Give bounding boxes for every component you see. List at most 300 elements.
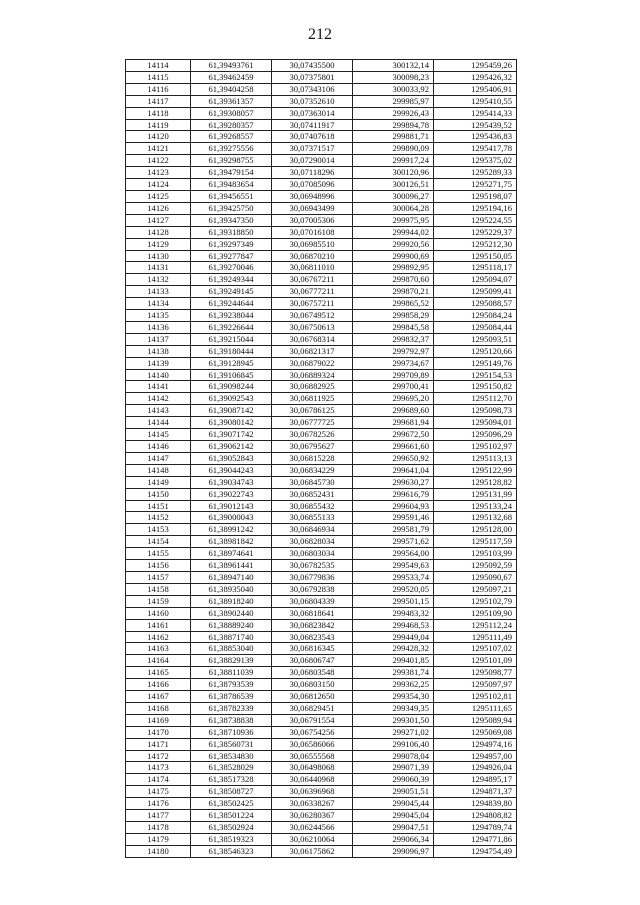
- latitude-cell: 61,39215044: [191, 333, 272, 345]
- point-number-cell: 14167: [126, 691, 191, 703]
- y-coordinate-cell: 1294754,49: [434, 845, 517, 857]
- x-coordinate-cell: 299630,27: [353, 476, 434, 488]
- y-coordinate-cell: 1295101,09: [434, 655, 517, 667]
- x-coordinate-cell: 299700,41: [353, 381, 434, 393]
- y-coordinate-cell: 1295212,30: [434, 238, 517, 250]
- y-coordinate-cell: 1295198,07: [434, 190, 517, 202]
- y-coordinate-cell: 1294789,74: [434, 822, 517, 834]
- x-coordinate-cell: 299985,97: [353, 95, 434, 107]
- y-coordinate-cell: 1295096,29: [434, 429, 517, 441]
- point-number-cell: 14141: [126, 381, 191, 393]
- longitude-cell: 30,06786125: [272, 405, 353, 417]
- table-row: [126, 405, 517, 417]
- longitude-cell: 30,06244566: [272, 822, 353, 834]
- longitude-cell: 30,06782535: [272, 560, 353, 572]
- longitude-cell: 30,06749512: [272, 310, 353, 322]
- table-row: [126, 131, 517, 143]
- latitude-cell: 61,39087142: [191, 405, 272, 417]
- latitude-cell: 61,39249344: [191, 274, 272, 286]
- y-coordinate-cell: 1294957,00: [434, 750, 517, 762]
- table-row: [126, 786, 517, 798]
- point-number-cell: 14139: [126, 357, 191, 369]
- x-coordinate-cell: 299428,32: [353, 643, 434, 655]
- y-coordinate-cell: 1295099,41: [434, 286, 517, 298]
- x-coordinate-cell: 299900,69: [353, 250, 434, 262]
- latitude-cell: 61,38502924: [191, 822, 272, 834]
- point-number-cell: 14132: [126, 274, 191, 286]
- point-number-cell: 14147: [126, 452, 191, 464]
- point-number-cell: 14123: [126, 167, 191, 179]
- point-number-cell: 14131: [126, 262, 191, 274]
- table-row: [126, 286, 517, 298]
- y-coordinate-cell: 1295088,57: [434, 298, 517, 310]
- table-row: [126, 190, 517, 202]
- table-row: [126, 679, 517, 691]
- latitude-cell: 61,39106845: [191, 369, 272, 381]
- table-row: [126, 560, 517, 572]
- point-number-cell: 14150: [126, 488, 191, 500]
- longitude-cell: 30,06855432: [272, 500, 353, 512]
- table-row: [126, 822, 517, 834]
- point-number-cell: 14165: [126, 667, 191, 679]
- table-row: [126, 238, 517, 250]
- y-coordinate-cell: 1295084,24: [434, 310, 517, 322]
- longitude-cell: 30,06811010: [272, 262, 353, 274]
- latitude-cell: 61,39483654: [191, 179, 272, 191]
- table-row: [126, 810, 517, 822]
- longitude-cell: 30,06750613: [272, 321, 353, 333]
- longitude-cell: 30,06852431: [272, 488, 353, 500]
- point-number-cell: 14114: [126, 60, 191, 72]
- x-coordinate-cell: 299349,35: [353, 702, 434, 714]
- longitude-cell: 30,06828034: [272, 536, 353, 548]
- y-coordinate-cell: 1295133,24: [434, 500, 517, 512]
- y-coordinate-cell: 1295069,08: [434, 726, 517, 738]
- y-coordinate-cell: 1295410,55: [434, 95, 517, 107]
- latitude-cell: 61,38517328: [191, 774, 272, 786]
- longitude-cell: 30,06846934: [272, 524, 353, 536]
- longitude-cell: 30,06882925: [272, 381, 353, 393]
- latitude-cell: 61,39479154: [191, 167, 272, 179]
- longitude-cell: 30,06782526: [272, 429, 353, 441]
- longitude-cell: 30,06870210: [272, 250, 353, 262]
- point-number-cell: 14127: [126, 214, 191, 226]
- y-coordinate-cell: 1295089,94: [434, 714, 517, 726]
- table-row: [126, 60, 517, 72]
- point-number-cell: 14172: [126, 750, 191, 762]
- x-coordinate-cell: 299071,39: [353, 762, 434, 774]
- longitude-cell: 30,06803548: [272, 667, 353, 679]
- point-number-cell: 14136: [126, 321, 191, 333]
- longitude-cell: 30,07435500: [272, 60, 353, 72]
- y-coordinate-cell: 1295112,70: [434, 393, 517, 405]
- latitude-cell: 61,39098244: [191, 381, 272, 393]
- latitude-cell: 61,38871740: [191, 631, 272, 643]
- x-coordinate-cell: 299045,04: [353, 810, 434, 822]
- point-number-cell: 14117: [126, 95, 191, 107]
- point-number-cell: 14175: [126, 786, 191, 798]
- x-coordinate-cell: 299865,52: [353, 298, 434, 310]
- longitude-cell: 30,07005306: [272, 214, 353, 226]
- longitude-cell: 30,06555568: [272, 750, 353, 762]
- table-row: [126, 691, 517, 703]
- latitude-cell: 61,39347350: [191, 214, 272, 226]
- table-row: [126, 476, 517, 488]
- x-coordinate-cell: 299060,39: [353, 774, 434, 786]
- y-coordinate-cell: 1295414,33: [434, 107, 517, 119]
- table-row: [126, 345, 517, 357]
- longitude-cell: 30,06280367: [272, 810, 353, 822]
- latitude-cell: 61,39425750: [191, 202, 272, 214]
- longitude-cell: 30,06795627: [272, 441, 353, 453]
- longitude-cell: 30,06879022: [272, 357, 353, 369]
- table-row: [126, 381, 517, 393]
- y-coordinate-cell: 1294871,37: [434, 786, 517, 798]
- latitude-cell: 61,38502425: [191, 798, 272, 810]
- table-row: [126, 262, 517, 274]
- x-coordinate-cell: 299689,60: [353, 405, 434, 417]
- y-coordinate-cell: 1295417,78: [434, 143, 517, 155]
- latitude-cell: 61,38508727: [191, 786, 272, 798]
- y-coordinate-cell: 1295111,65: [434, 702, 517, 714]
- table-row: [126, 595, 517, 607]
- latitude-cell: 61,38853040: [191, 643, 272, 655]
- longitude-cell: 30,06803150: [272, 679, 353, 691]
- table-row: [126, 655, 517, 667]
- longitude-cell: 30,06498068: [272, 762, 353, 774]
- longitude-cell: 30,06845730: [272, 476, 353, 488]
- table-row: [126, 536, 517, 548]
- table-row: [126, 250, 517, 262]
- point-number-cell: 14137: [126, 333, 191, 345]
- table-row: [126, 500, 517, 512]
- y-coordinate-cell: 1295112,24: [434, 619, 517, 631]
- longitude-cell: 30,06791554: [272, 714, 353, 726]
- y-coordinate-cell: 1295113,13: [434, 452, 517, 464]
- y-coordinate-cell: 1294839,80: [434, 798, 517, 810]
- x-coordinate-cell: 299894,78: [353, 119, 434, 131]
- y-coordinate-cell: 1295111,49: [434, 631, 517, 643]
- longitude-cell: 30,07371517: [272, 143, 353, 155]
- y-coordinate-cell: 1295090,67: [434, 571, 517, 583]
- x-coordinate-cell: 299616,79: [353, 488, 434, 500]
- y-coordinate-cell: 1294926,04: [434, 762, 517, 774]
- table-row: [126, 607, 517, 619]
- x-coordinate-cell: 300096,27: [353, 190, 434, 202]
- point-number-cell: 14174: [126, 774, 191, 786]
- latitude-cell: 61,39044243: [191, 464, 272, 476]
- y-coordinate-cell: 1295094,07: [434, 274, 517, 286]
- x-coordinate-cell: 299870,21: [353, 286, 434, 298]
- latitude-cell: 61,39238044: [191, 310, 272, 322]
- point-number-cell: 14130: [126, 250, 191, 262]
- table-row: [126, 429, 517, 441]
- longitude-cell: 30,06175862: [272, 845, 353, 857]
- y-coordinate-cell: 1295122,99: [434, 464, 517, 476]
- table-row: [126, 667, 517, 679]
- table-row: [126, 833, 517, 845]
- x-coordinate-cell: 299650,92: [353, 452, 434, 464]
- y-coordinate-cell: 1295271,75: [434, 179, 517, 191]
- point-number-cell: 14149: [126, 476, 191, 488]
- table-row: [126, 548, 517, 560]
- y-coordinate-cell: 1295103,99: [434, 548, 517, 560]
- x-coordinate-cell: 299917,24: [353, 155, 434, 167]
- longitude-cell: 30,06210064: [272, 833, 353, 845]
- x-coordinate-cell: 299051,51: [353, 786, 434, 798]
- y-coordinate-cell: 1295102,79: [434, 595, 517, 607]
- longitude-cell: 30,06943499: [272, 202, 353, 214]
- y-coordinate-cell: 1295102,81: [434, 691, 517, 703]
- x-coordinate-cell: 299549,63: [353, 560, 434, 572]
- latitude-cell: 61,39404258: [191, 83, 272, 95]
- latitude-cell: 61,38560731: [191, 738, 272, 750]
- table-row: [126, 298, 517, 310]
- latitude-cell: 61,38981842: [191, 536, 272, 548]
- latitude-cell: 61,39270046: [191, 262, 272, 274]
- y-coordinate-cell: 1295128,82: [434, 476, 517, 488]
- point-number-cell: 14161: [126, 619, 191, 631]
- x-coordinate-cell: 299401,85: [353, 655, 434, 667]
- y-coordinate-cell: 1295094,01: [434, 417, 517, 429]
- y-coordinate-cell: 1295093,51: [434, 333, 517, 345]
- table-row: [126, 762, 517, 774]
- point-number-cell: 14128: [126, 226, 191, 238]
- x-coordinate-cell: 299881,71: [353, 131, 434, 143]
- y-coordinate-cell: 1295097,97: [434, 679, 517, 691]
- latitude-cell: 61,39268557: [191, 131, 272, 143]
- table-row: [126, 333, 517, 345]
- x-coordinate-cell: 299695,20: [353, 393, 434, 405]
- point-number-cell: 14153: [126, 524, 191, 536]
- latitude-cell: 61,39012143: [191, 500, 272, 512]
- table-row: [126, 631, 517, 643]
- x-coordinate-cell: 300033,92: [353, 83, 434, 95]
- y-coordinate-cell: 1295406,91: [434, 83, 517, 95]
- x-coordinate-cell: 299870,60: [353, 274, 434, 286]
- point-number-cell: 14148: [126, 464, 191, 476]
- longitude-cell: 30,06777725: [272, 417, 353, 429]
- x-coordinate-cell: 299926,43: [353, 107, 434, 119]
- x-coordinate-cell: 299533,74: [353, 571, 434, 583]
- longitude-cell: 30,06985510: [272, 238, 353, 250]
- y-coordinate-cell: 1295426,32: [434, 71, 517, 83]
- point-number-cell: 14155: [126, 548, 191, 560]
- x-coordinate-cell: 299271,02: [353, 726, 434, 738]
- longitude-cell: 30,06823543: [272, 631, 353, 643]
- table-row: [126, 441, 517, 453]
- y-coordinate-cell: 1295439,52: [434, 119, 517, 131]
- y-coordinate-cell: 1295150,05: [434, 250, 517, 262]
- table-row: [126, 119, 517, 131]
- latitude-cell: 61,38902440: [191, 607, 272, 619]
- latitude-cell: 61,39092543: [191, 393, 272, 405]
- x-coordinate-cell: 299078,04: [353, 750, 434, 762]
- table-row: [126, 143, 517, 155]
- longitude-cell: 30,06757211: [272, 298, 353, 310]
- longitude-cell: 30,06815228: [272, 452, 353, 464]
- table-row: [126, 107, 517, 119]
- table-row: [126, 774, 517, 786]
- table-row: [126, 310, 517, 322]
- table-row: [126, 583, 517, 595]
- x-coordinate-cell: 299354,30: [353, 691, 434, 703]
- longitude-cell: 30,06948996: [272, 190, 353, 202]
- longitude-cell: 30,07290014: [272, 155, 353, 167]
- latitude-cell: 61,38546323: [191, 845, 272, 857]
- table-row: [126, 643, 517, 655]
- point-number-cell: 14145: [126, 429, 191, 441]
- latitude-cell: 61,38991242: [191, 524, 272, 536]
- x-coordinate-cell: 299501,15: [353, 595, 434, 607]
- y-coordinate-cell: 1295128,00: [434, 524, 517, 536]
- latitude-cell: 61,38528029: [191, 762, 272, 774]
- x-coordinate-cell: 299520,05: [353, 583, 434, 595]
- x-coordinate-cell: 299362,25: [353, 679, 434, 691]
- longitude-cell: 30,07411917: [272, 119, 353, 131]
- table-row: [126, 214, 517, 226]
- longitude-cell: 30,06338267: [272, 798, 353, 810]
- x-coordinate-cell: 300132,14: [353, 60, 434, 72]
- x-coordinate-cell: 299845,58: [353, 321, 434, 333]
- table-row: [126, 226, 517, 238]
- x-coordinate-cell: 299045,44: [353, 798, 434, 810]
- latitude-cell: 61,39034743: [191, 476, 272, 488]
- longitude-cell: 30,06768314: [272, 333, 353, 345]
- y-coordinate-cell: 1294974,16: [434, 738, 517, 750]
- y-coordinate-cell: 1295118,17: [434, 262, 517, 274]
- longitude-cell: 30,07118296: [272, 167, 353, 179]
- latitude-cell: 61,38710936: [191, 726, 272, 738]
- point-number-cell: 14177: [126, 810, 191, 822]
- latitude-cell: 61,39022743: [191, 488, 272, 500]
- point-number-cell: 14126: [126, 202, 191, 214]
- y-coordinate-cell: 1294808,82: [434, 810, 517, 822]
- longitude-cell: 30,07016108: [272, 226, 353, 238]
- table-row: [126, 417, 517, 429]
- x-coordinate-cell: 300120,96: [353, 167, 434, 179]
- point-number-cell: 14115: [126, 71, 191, 83]
- x-coordinate-cell: 299920,56: [353, 238, 434, 250]
- table-row: [126, 155, 517, 167]
- longitude-cell: 30,06396968: [272, 786, 353, 798]
- table-row: [126, 571, 517, 583]
- point-number-cell: 14125: [126, 190, 191, 202]
- table-row: [126, 452, 517, 464]
- table-row: [126, 512, 517, 524]
- latitude-cell: 61,39298755: [191, 155, 272, 167]
- latitude-cell: 61,38918240: [191, 595, 272, 607]
- coordinates-table-body: [126, 60, 517, 858]
- longitude-cell: 30,06803034: [272, 548, 353, 560]
- latitude-cell: 61,38793539: [191, 679, 272, 691]
- latitude-cell: 61,39277847: [191, 250, 272, 262]
- x-coordinate-cell: 299641,04: [353, 464, 434, 476]
- y-coordinate-cell: 1295107,02: [434, 643, 517, 655]
- longitude-cell: 30,07352610: [272, 95, 353, 107]
- point-number-cell: 14179: [126, 833, 191, 845]
- latitude-cell: 61,38829139: [191, 655, 272, 667]
- y-coordinate-cell: 1295109,90: [434, 607, 517, 619]
- latitude-cell: 61,39308057: [191, 107, 272, 119]
- point-number-cell: 14118: [126, 107, 191, 119]
- y-coordinate-cell: 1294771,86: [434, 833, 517, 845]
- latitude-cell: 61,39062142: [191, 441, 272, 453]
- latitude-cell: 61,38782339: [191, 702, 272, 714]
- longitude-cell: 30,06754256: [272, 726, 353, 738]
- table-row: [126, 619, 517, 631]
- y-coordinate-cell: 1295154,53: [434, 369, 517, 381]
- longitude-cell: 30,06811925: [272, 393, 353, 405]
- y-coordinate-cell: 1295092,59: [434, 560, 517, 572]
- point-number-cell: 14176: [126, 798, 191, 810]
- latitude-cell: 61,38519323: [191, 833, 272, 845]
- latitude-cell: 61,38501224: [191, 810, 272, 822]
- point-number-cell: 14143: [126, 405, 191, 417]
- longitude-cell: 30,06816345: [272, 643, 353, 655]
- point-number-cell: 14129: [126, 238, 191, 250]
- latitude-cell: 61,39080142: [191, 417, 272, 429]
- y-coordinate-cell: 1295120,66: [434, 345, 517, 357]
- longitude-cell: 30,06804339: [272, 595, 353, 607]
- x-coordinate-cell: 299096,97: [353, 845, 434, 857]
- y-coordinate-cell: 1295097,21: [434, 583, 517, 595]
- point-number-cell: 14142: [126, 393, 191, 405]
- x-coordinate-cell: 299571,62: [353, 536, 434, 548]
- point-number-cell: 14158: [126, 583, 191, 595]
- y-coordinate-cell: 1295224,55: [434, 214, 517, 226]
- x-coordinate-cell: 299890,09: [353, 143, 434, 155]
- x-coordinate-cell: 299381,74: [353, 667, 434, 679]
- x-coordinate-cell: 300098,23: [353, 71, 434, 83]
- table-row: [126, 798, 517, 810]
- table-row: [126, 167, 517, 179]
- x-coordinate-cell: 299792,97: [353, 345, 434, 357]
- point-number-cell: 14146: [126, 441, 191, 453]
- longitude-cell: 30,06779836: [272, 571, 353, 583]
- table-row: [126, 524, 517, 536]
- latitude-cell: 61,38811039: [191, 667, 272, 679]
- latitude-cell: 61,38738838: [191, 714, 272, 726]
- x-coordinate-cell: 299858,29: [353, 310, 434, 322]
- y-coordinate-cell: 1294895,17: [434, 774, 517, 786]
- longitude-cell: 30,06889324: [272, 369, 353, 381]
- y-coordinate-cell: 1295194,16: [434, 202, 517, 214]
- y-coordinate-cell: 1295289,33: [434, 167, 517, 179]
- table-row: [126, 95, 517, 107]
- latitude-cell: 61,39318850: [191, 226, 272, 238]
- longitude-cell: 30,07407618: [272, 131, 353, 143]
- latitude-cell: 61,39226644: [191, 321, 272, 333]
- longitude-cell: 30,07085096: [272, 179, 353, 191]
- longitude-cell: 30,06440968: [272, 774, 353, 786]
- x-coordinate-cell: 299106,40: [353, 738, 434, 750]
- coordinates-table: [125, 59, 517, 858]
- x-coordinate-cell: 300064,28: [353, 202, 434, 214]
- latitude-cell: 61,39462459: [191, 71, 272, 83]
- longitude-cell: 30,06855133: [272, 512, 353, 524]
- x-coordinate-cell: 299832,37: [353, 333, 434, 345]
- table-row: [126, 488, 517, 500]
- table-row: [126, 71, 517, 83]
- x-coordinate-cell: 299581,79: [353, 524, 434, 536]
- x-coordinate-cell: 299944,02: [353, 226, 434, 238]
- longitude-cell: 30,06586066: [272, 738, 353, 750]
- latitude-cell: 61,38935040: [191, 583, 272, 595]
- table-row: [126, 702, 517, 714]
- longitude-cell: 30,07343106: [272, 83, 353, 95]
- y-coordinate-cell: 1295084,44: [434, 321, 517, 333]
